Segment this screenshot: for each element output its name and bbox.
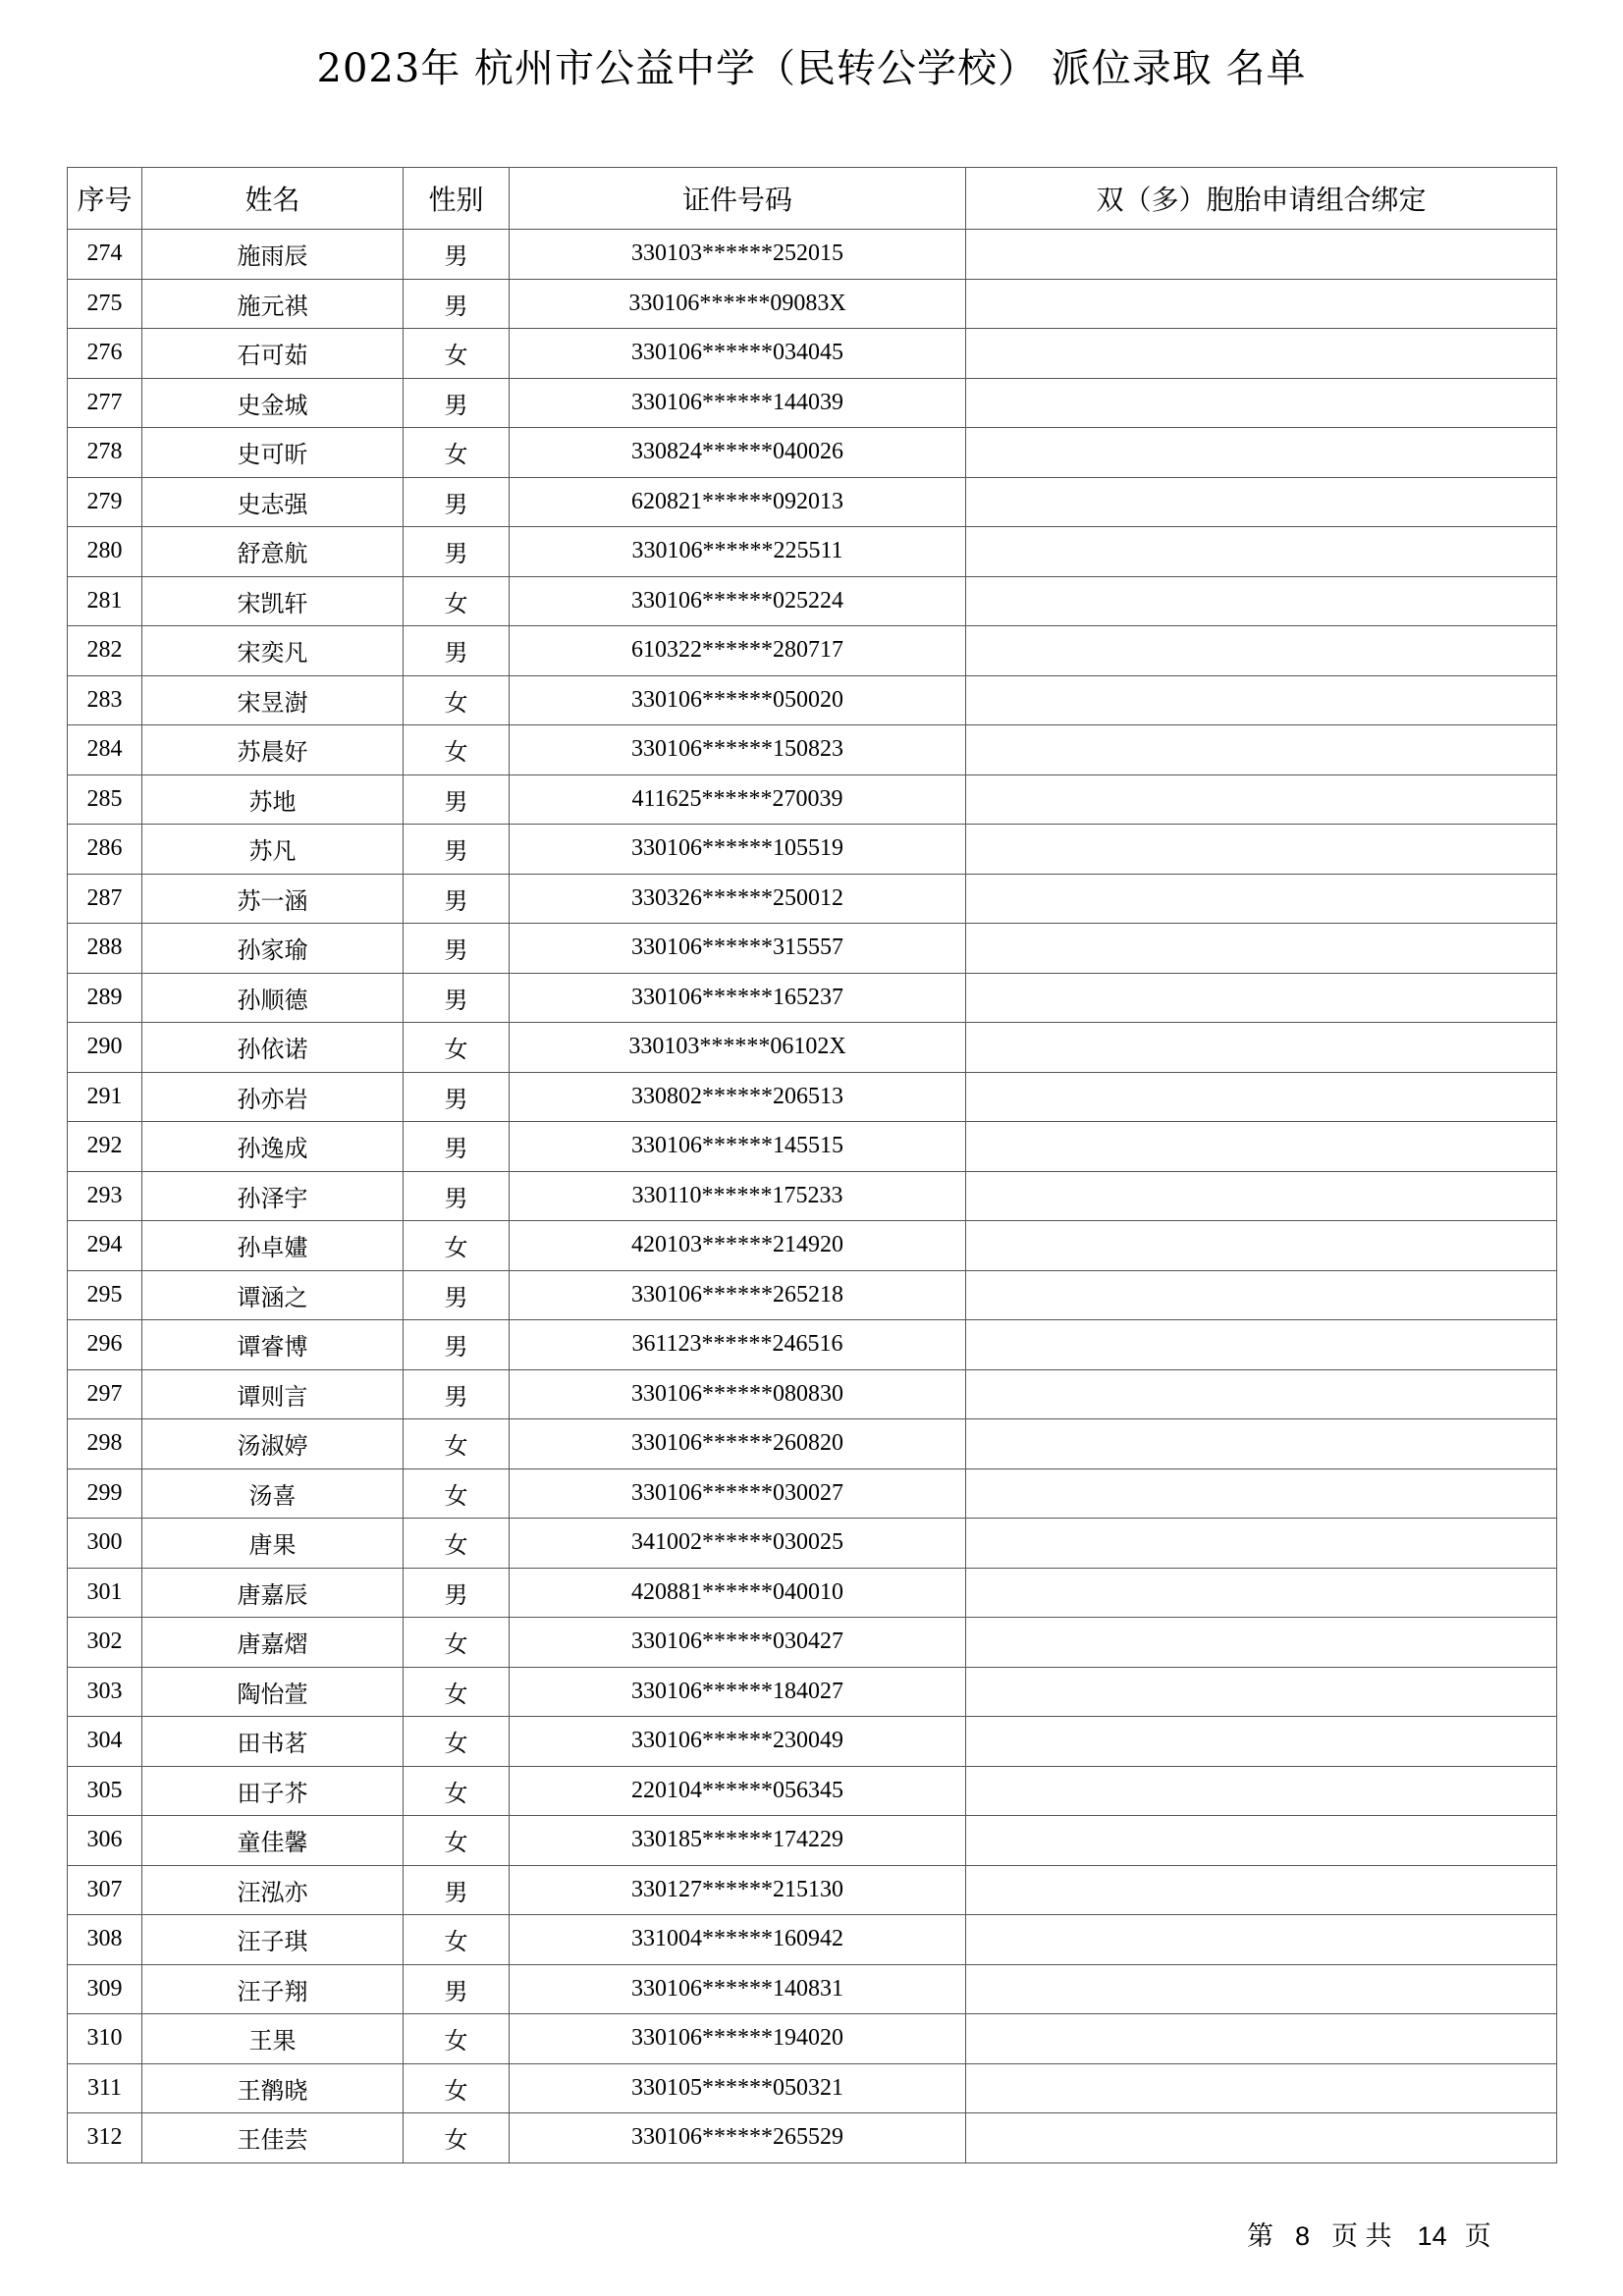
cell-twin-binding (966, 477, 1557, 527)
cell-twin-binding (966, 1519, 1557, 1569)
footer-prefix: 第 (1247, 2221, 1273, 2251)
cell-serial-number: 285 (68, 774, 142, 825)
cell-serial-number: 310 (68, 2014, 142, 2064)
footer-suffix: 页 (1464, 2221, 1491, 2251)
cell-gender: 男 (404, 1072, 510, 1122)
table-row (68, 1717, 1557, 1767)
cell-id-number: 330106******265529 (510, 2113, 966, 2163)
cell-twin-binding (966, 230, 1557, 280)
table-row (68, 2063, 1557, 2113)
cell-name: 苏一涵 (142, 874, 404, 924)
table-row (68, 1419, 1557, 1469)
cell-id-number: 330110******175233 (510, 1171, 966, 1221)
cell-name: 汪子翔 (142, 1964, 404, 2014)
cell-serial-number: 288 (68, 924, 142, 974)
cell-id-number: 330106******194020 (510, 2014, 966, 2064)
cell-name: 汤喜 (142, 1468, 404, 1519)
cell-serial-number: 277 (68, 378, 142, 428)
cell-name: 汤淑婷 (142, 1419, 404, 1469)
cell-gender: 女 (404, 1221, 510, 1271)
cell-serial-number: 282 (68, 626, 142, 676)
table-row (68, 1023, 1557, 1073)
table-row (68, 973, 1557, 1023)
cell-name: 孙泽宇 (142, 1171, 404, 1221)
header-serial-number: 序号 (68, 168, 142, 230)
cell-serial-number: 287 (68, 874, 142, 924)
cell-twin-binding (966, 1964, 1557, 2014)
cell-gender: 男 (404, 874, 510, 924)
cell-name: 孙逸成 (142, 1122, 404, 1172)
cell-name: 苏凡 (142, 825, 404, 875)
cell-name: 谭涵之 (142, 1270, 404, 1320)
cell-gender: 男 (404, 774, 510, 825)
table-row (68, 329, 1557, 379)
cell-gender: 女 (404, 1023, 510, 1073)
table-row (68, 1915, 1557, 1965)
cell-gender: 男 (404, 230, 510, 280)
cell-id-number: 330106******144039 (510, 378, 966, 428)
cell-twin-binding (966, 1667, 1557, 1717)
cell-name: 孙顺德 (142, 973, 404, 1023)
cell-name: 唐嘉熠 (142, 1618, 404, 1668)
table-row (68, 527, 1557, 577)
cell-twin-binding (966, 428, 1557, 478)
cell-gender: 男 (404, 1568, 510, 1618)
cell-twin-binding (966, 1766, 1557, 1816)
table-row (68, 1964, 1557, 2014)
cell-id-number: 330106******260820 (510, 1419, 966, 1469)
header-twin-binding: 双（多）胞胎申请组合绑定 (966, 168, 1557, 230)
table-row (68, 924, 1557, 974)
cell-twin-binding (966, 1915, 1557, 1965)
cell-id-number: 330106******050020 (510, 675, 966, 725)
cell-id-number: 330106******080830 (510, 1369, 966, 1419)
cell-name: 陶怡萱 (142, 1667, 404, 1717)
cell-twin-binding (966, 973, 1557, 1023)
cell-name: 孙依诺 (142, 1023, 404, 1073)
cell-name: 宋凯轩 (142, 576, 404, 626)
cell-name: 孙亦岩 (142, 1072, 404, 1122)
table-row (68, 825, 1557, 875)
cell-id-number: 330802******206513 (510, 1072, 966, 1122)
cell-twin-binding (966, 576, 1557, 626)
table-row (68, 1270, 1557, 1320)
cell-name: 谭睿博 (142, 1320, 404, 1370)
cell-id-number: 330106******034045 (510, 329, 966, 379)
cell-gender: 女 (404, 725, 510, 775)
cell-gender: 女 (404, 1419, 510, 1469)
page-title: 2023年 杭州市公益中学（民转公学校） 派位录取 名单 (316, 46, 1307, 91)
cell-name: 汪泓亦 (142, 1865, 404, 1915)
cell-name: 王佳芸 (142, 2113, 404, 2163)
cell-twin-binding (966, 675, 1557, 725)
footer-page-number: 8 (1295, 2221, 1311, 2251)
cell-twin-binding (966, 774, 1557, 825)
cell-name: 田书茗 (142, 1717, 404, 1767)
cell-twin-binding (966, 1369, 1557, 1419)
cell-serial-number: 308 (68, 1915, 142, 1965)
cell-twin-binding (966, 874, 1557, 924)
cell-serial-number: 297 (68, 1369, 142, 1419)
cell-id-number: 420103******214920 (510, 1221, 966, 1271)
cell-twin-binding (966, 1171, 1557, 1221)
cell-id-number: 341002******030025 (510, 1519, 966, 1569)
table-row (68, 1816, 1557, 1866)
table-row (68, 1568, 1557, 1618)
cell-serial-number: 286 (68, 825, 142, 875)
cell-name: 唐嘉辰 (142, 1568, 404, 1618)
cell-id-number: 330106******165237 (510, 973, 966, 1023)
table-row (68, 725, 1557, 775)
cell-gender: 女 (404, 1468, 510, 1519)
table-row (68, 675, 1557, 725)
cell-id-number: 330106******184027 (510, 1667, 966, 1717)
cell-twin-binding (966, 725, 1557, 775)
cell-gender: 女 (404, 1915, 510, 1965)
cell-name: 汪子琪 (142, 1915, 404, 1965)
cell-serial-number: 299 (68, 1468, 142, 1519)
cell-twin-binding (966, 1122, 1557, 1172)
cell-twin-binding (966, 1320, 1557, 1370)
cell-serial-number: 311 (68, 2063, 142, 2113)
cell-name: 史金城 (142, 378, 404, 428)
cell-gender: 男 (404, 1320, 510, 1370)
cell-serial-number: 283 (68, 675, 142, 725)
cell-gender: 女 (404, 2113, 510, 2163)
cell-serial-number: 275 (68, 279, 142, 329)
cell-gender: 女 (404, 329, 510, 379)
cell-gender: 男 (404, 1171, 510, 1221)
cell-serial-number: 294 (68, 1221, 142, 1271)
cell-id-number: 330106******150823 (510, 725, 966, 775)
cell-serial-number: 306 (68, 1816, 142, 1866)
cell-serial-number: 301 (68, 1568, 142, 1618)
cell-gender: 女 (404, 2014, 510, 2064)
page-footer (1247, 2215, 1491, 2253)
cell-gender: 男 (404, 527, 510, 577)
cell-serial-number: 279 (68, 477, 142, 527)
cell-gender: 女 (404, 1519, 510, 1569)
cell-name: 石可茹 (142, 329, 404, 379)
footer-middle: 页 共 (1331, 2221, 1392, 2251)
cell-name: 唐果 (142, 1519, 404, 1569)
table-body (68, 230, 1557, 2163)
cell-gender: 女 (404, 1667, 510, 1717)
cell-twin-binding (966, 1717, 1557, 1767)
footer-total-pages: 14 (1417, 2221, 1447, 2251)
table-row (68, 1468, 1557, 1519)
table-row (68, 477, 1557, 527)
cell-id-number: 330103******06102X (510, 1023, 966, 1073)
cell-gender: 男 (404, 1964, 510, 2014)
cell-name: 孙卓嫿 (142, 1221, 404, 1271)
cell-twin-binding (966, 1072, 1557, 1122)
cell-gender: 女 (404, 576, 510, 626)
cell-serial-number: 303 (68, 1667, 142, 1717)
table-row (68, 1667, 1557, 1717)
cell-twin-binding (966, 1023, 1557, 1073)
cell-id-number: 330106******09083X (510, 279, 966, 329)
cell-gender: 男 (404, 626, 510, 676)
cell-gender: 女 (404, 1816, 510, 1866)
cell-gender: 男 (404, 825, 510, 875)
cell-twin-binding (966, 2113, 1557, 2163)
header-id-number: 证件号码 (510, 168, 966, 230)
cell-gender: 男 (404, 1122, 510, 1172)
cell-serial-number: 312 (68, 2113, 142, 2163)
cell-twin-binding (966, 825, 1557, 875)
cell-name: 苏晨好 (142, 725, 404, 775)
cell-id-number: 330106******030427 (510, 1618, 966, 1668)
cell-id-number: 330824******040026 (510, 428, 966, 478)
cell-twin-binding (966, 1270, 1557, 1320)
cell-gender: 女 (404, 428, 510, 478)
cell-gender: 男 (404, 477, 510, 527)
cell-id-number: 330106******030027 (510, 1468, 966, 1519)
table-row (68, 2113, 1557, 2163)
cell-name: 田子芥 (142, 1766, 404, 1816)
cell-name: 施雨辰 (142, 230, 404, 280)
cell-serial-number: 289 (68, 973, 142, 1023)
header-name: 姓名 (142, 168, 404, 230)
cell-id-number: 331004******160942 (510, 1915, 966, 1965)
cell-serial-number: 309 (68, 1964, 142, 2014)
cell-id-number: 330185******174229 (510, 1816, 966, 1866)
cell-twin-binding (966, 1468, 1557, 1519)
cell-id-number: 361123******246516 (510, 1320, 966, 1370)
cell-twin-binding (966, 2063, 1557, 2113)
header-gender: 性别 (404, 168, 510, 230)
cell-id-number: 620821******092013 (510, 477, 966, 527)
cell-serial-number: 274 (68, 230, 142, 280)
cell-serial-number: 296 (68, 1320, 142, 1370)
cell-gender: 男 (404, 1865, 510, 1915)
cell-id-number: 330127******215130 (510, 1865, 966, 1915)
cell-twin-binding (966, 1419, 1557, 1469)
cell-gender: 女 (404, 675, 510, 725)
cell-id-number: 411625******270039 (510, 774, 966, 825)
cell-name: 王果 (142, 2014, 404, 2064)
table-row (68, 1369, 1557, 1419)
cell-gender: 男 (404, 973, 510, 1023)
cell-id-number: 220104******056345 (510, 1766, 966, 1816)
cell-id-number: 420881******040010 (510, 1568, 966, 1618)
cell-name: 宋昱澍 (142, 675, 404, 725)
cell-gender: 女 (404, 1717, 510, 1767)
cell-id-number: 330106******025224 (510, 576, 966, 626)
table-row (68, 230, 1557, 280)
cell-id-number: 330106******265218 (510, 1270, 966, 1320)
table-row (68, 1221, 1557, 1271)
cell-name: 苏地 (142, 774, 404, 825)
table-row (68, 774, 1557, 825)
table-row (68, 626, 1557, 676)
cell-twin-binding (966, 527, 1557, 577)
cell-gender: 男 (404, 1270, 510, 1320)
cell-id-number: 330106******225511 (510, 527, 966, 577)
table-row (68, 1171, 1557, 1221)
cell-id-number: 330106******230049 (510, 1717, 966, 1767)
cell-gender: 女 (404, 2063, 510, 2113)
table-row (68, 1519, 1557, 1569)
cell-twin-binding (966, 378, 1557, 428)
cell-name: 谭则言 (142, 1369, 404, 1419)
cell-serial-number: 281 (68, 576, 142, 626)
table-row (68, 1865, 1557, 1915)
cell-id-number: 610322******280717 (510, 626, 966, 676)
cell-gender: 男 (404, 279, 510, 329)
cell-gender: 男 (404, 378, 510, 428)
cell-twin-binding (966, 924, 1557, 974)
cell-twin-binding (966, 626, 1557, 676)
cell-serial-number: 307 (68, 1865, 142, 1915)
cell-serial-number: 293 (68, 1171, 142, 1221)
table-row (68, 576, 1557, 626)
cell-id-number: 330326******250012 (510, 874, 966, 924)
table-row (68, 428, 1557, 478)
cell-name: 史可昕 (142, 428, 404, 478)
cell-name: 孙家瑜 (142, 924, 404, 974)
cell-serial-number: 305 (68, 1766, 142, 1816)
cell-serial-number: 291 (68, 1072, 142, 1122)
cell-twin-binding (966, 1865, 1557, 1915)
table-row (68, 1618, 1557, 1668)
cell-gender: 男 (404, 1369, 510, 1419)
cell-name: 童佳馨 (142, 1816, 404, 1866)
cell-serial-number: 284 (68, 725, 142, 775)
cell-serial-number: 302 (68, 1618, 142, 1668)
table-row (68, 1320, 1557, 1370)
table-row (68, 378, 1557, 428)
cell-id-number: 330106******105519 (510, 825, 966, 875)
cell-name: 王鹡晓 (142, 2063, 404, 2113)
table-row (68, 1766, 1557, 1816)
table-header-row (68, 168, 1557, 230)
cell-twin-binding (966, 1568, 1557, 1618)
cell-serial-number: 276 (68, 329, 142, 379)
cell-serial-number: 300 (68, 1519, 142, 1569)
cell-serial-number: 304 (68, 1717, 142, 1767)
cell-twin-binding (966, 279, 1557, 329)
cell-serial-number: 295 (68, 1270, 142, 1320)
cell-twin-binding (966, 1816, 1557, 1866)
cell-gender: 女 (404, 1766, 510, 1816)
cell-twin-binding (966, 1618, 1557, 1668)
admission-table (67, 167, 1557, 2163)
cell-name: 施元祺 (142, 279, 404, 329)
table-row (68, 279, 1557, 329)
table-row (68, 1122, 1557, 1172)
cell-name: 舒意航 (142, 527, 404, 577)
cell-serial-number: 290 (68, 1023, 142, 1073)
cell-id-number: 330106******315557 (510, 924, 966, 974)
cell-serial-number: 292 (68, 1122, 142, 1172)
cell-id-number: 330106******145515 (510, 1122, 966, 1172)
cell-twin-binding (966, 1221, 1557, 1271)
cell-name: 宋奕凡 (142, 626, 404, 676)
cell-twin-binding (966, 2014, 1557, 2064)
cell-serial-number: 280 (68, 527, 142, 577)
cell-id-number: 330103******252015 (510, 230, 966, 280)
table-row (68, 2014, 1557, 2064)
table-row (68, 1072, 1557, 1122)
cell-serial-number: 298 (68, 1419, 142, 1469)
cell-twin-binding (966, 329, 1557, 379)
cell-gender: 女 (404, 1618, 510, 1668)
cell-gender: 男 (404, 924, 510, 974)
cell-id-number: 330105******050321 (510, 2063, 966, 2113)
cell-id-number: 330106******140831 (510, 1964, 966, 2014)
cell-name: 史志强 (142, 477, 404, 527)
cell-serial-number: 278 (68, 428, 142, 478)
table-row (68, 874, 1557, 924)
